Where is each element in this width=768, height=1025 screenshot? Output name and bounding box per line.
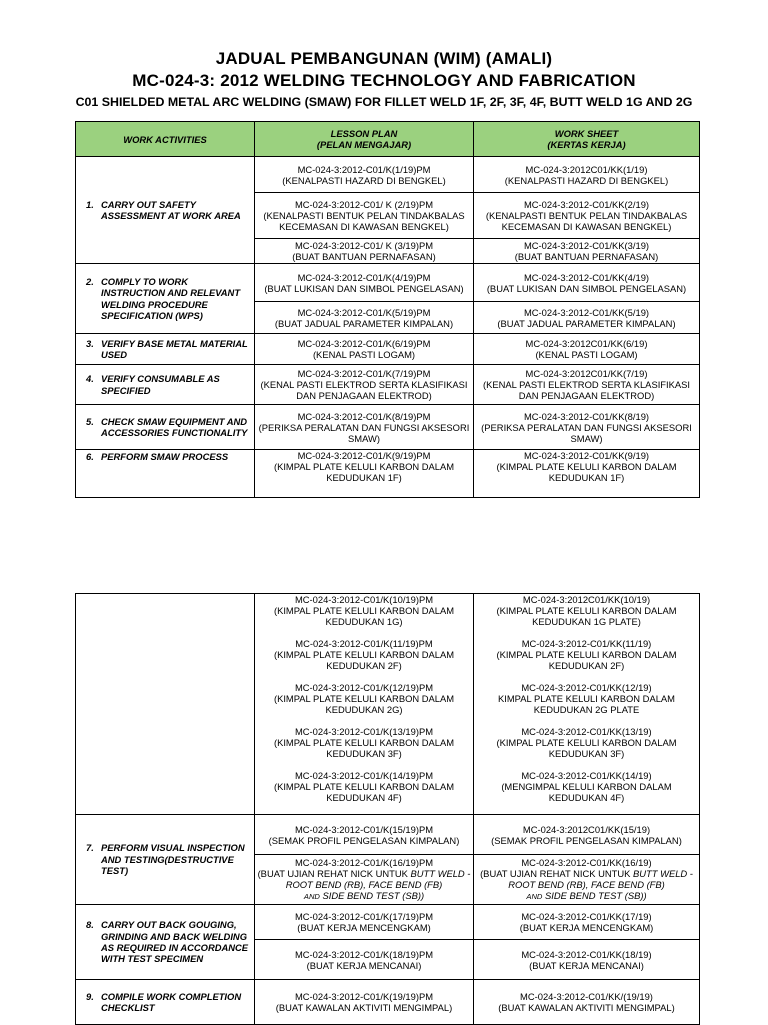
- activity-cell-7: 7. PERFORM VISUAL INSPECTION AND TESTING(DESTRUCTIVE TEST): [76, 815, 255, 905]
- lesson-plan-cell: MC-024-3:2012-C01/K(18/19)PM (BUAT KERJA MENCANAI): [255, 940, 474, 980]
- lesson-plan-cell: MC-024-3:2012-C01/ K (2/19)PM (KENALPASTI BENTUK PELAN TINDAKBALAS KECEMASAN DI KAWASAN BENGKEL): [255, 193, 474, 239]
- document-header: [0, 48, 768, 110]
- work-sheet-cell: MC-024-3:2012C01/KK(6/19) (KENAL PASTI LOGAM): [474, 334, 700, 365]
- work-sheet-cell: MC-024-3:2012-C01/KK(16/19) (BUAT UJIAN REHAT NICK UNTUK BUTT WELD - ROOT BEND (RB), FACE BEND (FB) AND SIDE BEND TEST (SB)): [474, 855, 700, 905]
- table-row: [76, 450, 700, 498]
- work-sheet-cell: MC-024-3:2012-C01/KK(18/19) (BUAT KERJA MENCANAI): [474, 940, 700, 980]
- lesson-plan-cell: MC-024-3:2012-C01/K(4/19)PM (BUAT LUKISAN DAN SIMBOL PENGELASAN): [255, 264, 474, 302]
- work-sheet-cell: MC-024-3:2012C01/KK(15/19) (SEMAK PROFIL PENGELASAN KIMPALAN): [474, 815, 700, 855]
- col-header-work-activities: WORK ACTIVITIES: [76, 122, 255, 157]
- work-sheet-cell: MC-024-3:2012-C01/KK(5/19) (BUAT JADUAL PARAMETER KIMPALAN): [474, 302, 700, 334]
- work-sheet-entry: MC-024-3:2012C01/KK(10/19) (KIMPAL PLATE KELULI KARBON DALAM KEDUDUKAN 1G PLATE): [496, 594, 677, 627]
- activity-cell-6: 6. PERFORM SMAW PROCESS: [76, 450, 255, 498]
- lesson-plan-cell: MC-024-3:2012-C01/K(8/19)PM (PERIKSA PERALATAN DAN FUNGSI AKSESORI SMAW): [255, 405, 474, 450]
- col-header-lesson-plan: LESSON PLAN (PELAN MENGAJAR): [255, 122, 474, 157]
- table-row: [76, 264, 700, 302]
- lesson-plan-cell: MC-024-3:2012-C01/K(6/19)PM (KENAL PASTI LOGAM): [255, 334, 474, 365]
- activity-cell-9: 9. COMPILE WORK COMPLETION CHECKLIST: [76, 980, 255, 1025]
- lesson-plan-cell: MC-024-3:2012-C01/K(7/19)PM (KENAL PASTI ELEKTROD SERTA KLASIFIKASI DAN PENJAGAAN ELEKTROD): [255, 365, 474, 405]
- lesson-plan-cell: MC-024-3:2012-C01/K(16/19)PM (BUAT UJIAN REHAT NICK UNTUK BUTT WELD - ROOT BEND (RB), FACE BEND (FB) AND SIDE BEND TEST (SB)): [255, 855, 474, 905]
- table-row: [76, 405, 700, 450]
- activity-cell-1: 1. CARRY OUT SAFETY ASSESSMENT AT WORK AREA: [76, 157, 255, 264]
- work-sheet-cell: MC-024-3:2012-C01/KK(3/19) (BUAT BANTUAN PERNAFASAN): [474, 239, 700, 264]
- table-row: [76, 365, 700, 405]
- lesson-plan-cell: MC-024-3:2012-C01/K(1/19)PM (KENALPASTI HAZARD DI BENGKEL): [255, 157, 474, 193]
- lesson-plan-cell: MC-024-3:2012-C01/K(19/19)PM (BUAT KAWALAN AKTIVITI MENGIMPAL): [255, 980, 474, 1025]
- work-sheet-cell: MC-024-3:2012C01/KK(7/19) (KENAL PASTI ELEKTROD SERTA KLASIFIKASI DAN PENJAGAAN ELEKTROD): [474, 365, 700, 405]
- work-sheet-entry: MC-024-3:2012-C01/KK(11/19) (KIMPAL PLATE KELULI KARBON DALAM KEDUDUKAN 2F): [496, 638, 677, 671]
- document-scope: C01 SHIELDED METAL ARC WELDING (SMAW) FOR FILLET WELD 1F, 2F, 3F, 4F, BUTT WELD 1G AND 2G: [75, 95, 693, 109]
- activity-cell-8: 8. CARRY OUT BACK GOUGING, GRINDING AND BACK WELDING AS REQUIRED IN ACCORDANCE WITH TEST SPECIMEN: [76, 905, 255, 980]
- document-subtitle: MC-024-3: 2012 WELDING TECHNOLOGY AND FABRICATION: [132, 71, 636, 90]
- work-sheet-cell: MC-024-3:2012-C01/KK(2/19) (KENALPASTI BENTUK PELAN TINDAKBALAS KECEMASAN DI KAWASAN BENGKEL): [474, 193, 700, 239]
- lesson-plan-entry: MC-024-3:2012-C01/K(10/19)PM (KIMPAL PLATE KELULI KARBON DALAM KEDUDUKAN 1G): [273, 594, 455, 627]
- lesson-plan-cell: [255, 594, 474, 815]
- activity-cell-2: 2. COMPLY TO WORK INSTRUCTION AND RELEVANT WELDING PROCEDURE SPECIFICATION (WPS): [76, 264, 255, 334]
- work-sheet-cell: MC-024-3:2012-C01/KK(4/19) (BUAT LUKISAN DAN SIMBOL PENGELASAN): [474, 264, 700, 302]
- lesson-plan-cell: MC-024-3:2012-C01/K(17/19)PM (BUAT KERJA MENCENGKAM): [255, 905, 474, 940]
- work-sheet-entry: MC-024-3:2012-C01/KK(13/19) (KIMPAL PLATE KELULI KARBON DALAM KEDUDUKAN 3F): [496, 726, 677, 759]
- work-sheet-cell: MC-024-3:2012-C01/KK/(19/19) (BUAT KAWALAN AKTIVITI MENGIMPAL): [474, 980, 700, 1025]
- col-header-work-sheet: WORK SHEET (KERTAS KERJA): [474, 122, 700, 157]
- table-row: [76, 157, 700, 193]
- work-sheet-cell: MC-024-3:2012C01/KK(1/19) (KENALPASTI HAZARD DI BENGKEL): [474, 157, 700, 193]
- activity-cell-6-continued: [76, 594, 255, 815]
- work-sheet-cell: [474, 594, 700, 815]
- lesson-plan-cell: MC-024-3:2012-C01/K(5/19)PM (BUAT JADUAL PARAMETER KIMPALAN): [255, 302, 474, 334]
- lesson-plan-cell: MC-024-3:2012-C01/ K (3/19)PM (BUAT BANTUAN PERNAFASAN): [255, 239, 474, 264]
- lesson-plan-cell: MC-024-3:2012-C01/K(9/19)PM (KIMPAL PLATE KELULI KARBON DALAM KEDUDUKAN 1F): [255, 450, 474, 498]
- lesson-plan-entry: MC-024-3:2012-C01/K(12/19)PM (KIMPAL PLATE KELULI KARBON DALAM KEDUDUKAN 2G): [273, 682, 455, 715]
- activity-cell-3: 3. VERIFY BASE METAL MATERIAL USED: [76, 334, 255, 365]
- schedule-table-1: [75, 121, 700, 498]
- table-row: [76, 815, 700, 855]
- lesson-plan-entry: MC-024-3:2012-C01/K(14/19)PM (KIMPAL PLATE KELULI KARBON DALAM KEDUDUKAN 4F): [273, 770, 455, 803]
- lesson-plan-cell: MC-024-3:2012-C01/K(15/19)PM (SEMAK PROFIL PENGELASAN KIMPALAN): [255, 815, 474, 855]
- table-row: [76, 980, 700, 1025]
- work-sheet-entry: MC-024-3:2012-C01/KK(14/19) (MENGIMPAL KELULI KARBON DALAM KEDUDUKAN 4F): [501, 770, 672, 803]
- work-sheet-cell: MC-024-3:2012-C01/KK(9/19) (KIMPAL PLATE KELULI KARBON DALAM KEDUDUKAN 1F): [474, 450, 700, 498]
- table-row: [76, 594, 700, 815]
- work-sheet-entry: MC-024-3:2012-C01/KK(12/19) KIMPAL PLATE KELULI KARBON DALAM KEDUDUKAN 2G PLATE: [498, 682, 675, 715]
- table-header-row: [76, 122, 700, 157]
- table-row: [76, 905, 700, 940]
- table-row: [76, 334, 700, 365]
- document-title: JADUAL PEMBANGUNAN (WIM) (AMALI): [215, 49, 553, 68]
- schedule-table-2: [75, 593, 700, 1025]
- lesson-plan-entry: MC-024-3:2012-C01/K(11/19)PM (KIMPAL PLATE KELULI KARBON DALAM KEDUDUKAN 2F): [273, 638, 455, 671]
- work-sheet-cell: MC-024-3:2012-C01/KK(17/19) (BUAT KERJA MENCENGKAM): [474, 905, 700, 940]
- activity-cell-5: 5. CHECK SMAW EQUIPMENT AND ACCESSORIES FUNCTIONALITY: [76, 405, 255, 450]
- lesson-plan-entry: MC-024-3:2012-C01/K(13/19)PM (KIMPAL PLATE KELULI KARBON DALAM KEDUDUKAN 3F): [273, 726, 455, 759]
- work-sheet-cell: MC-024-3:2012-C01/KK(8/19) (PERIKSA PERALATAN DAN FUNGSI AKSESORI SMAW): [474, 405, 700, 450]
- activity-cell-4: 4. VERIFY CONSUMABLE AS SPECIFIED: [76, 365, 255, 405]
